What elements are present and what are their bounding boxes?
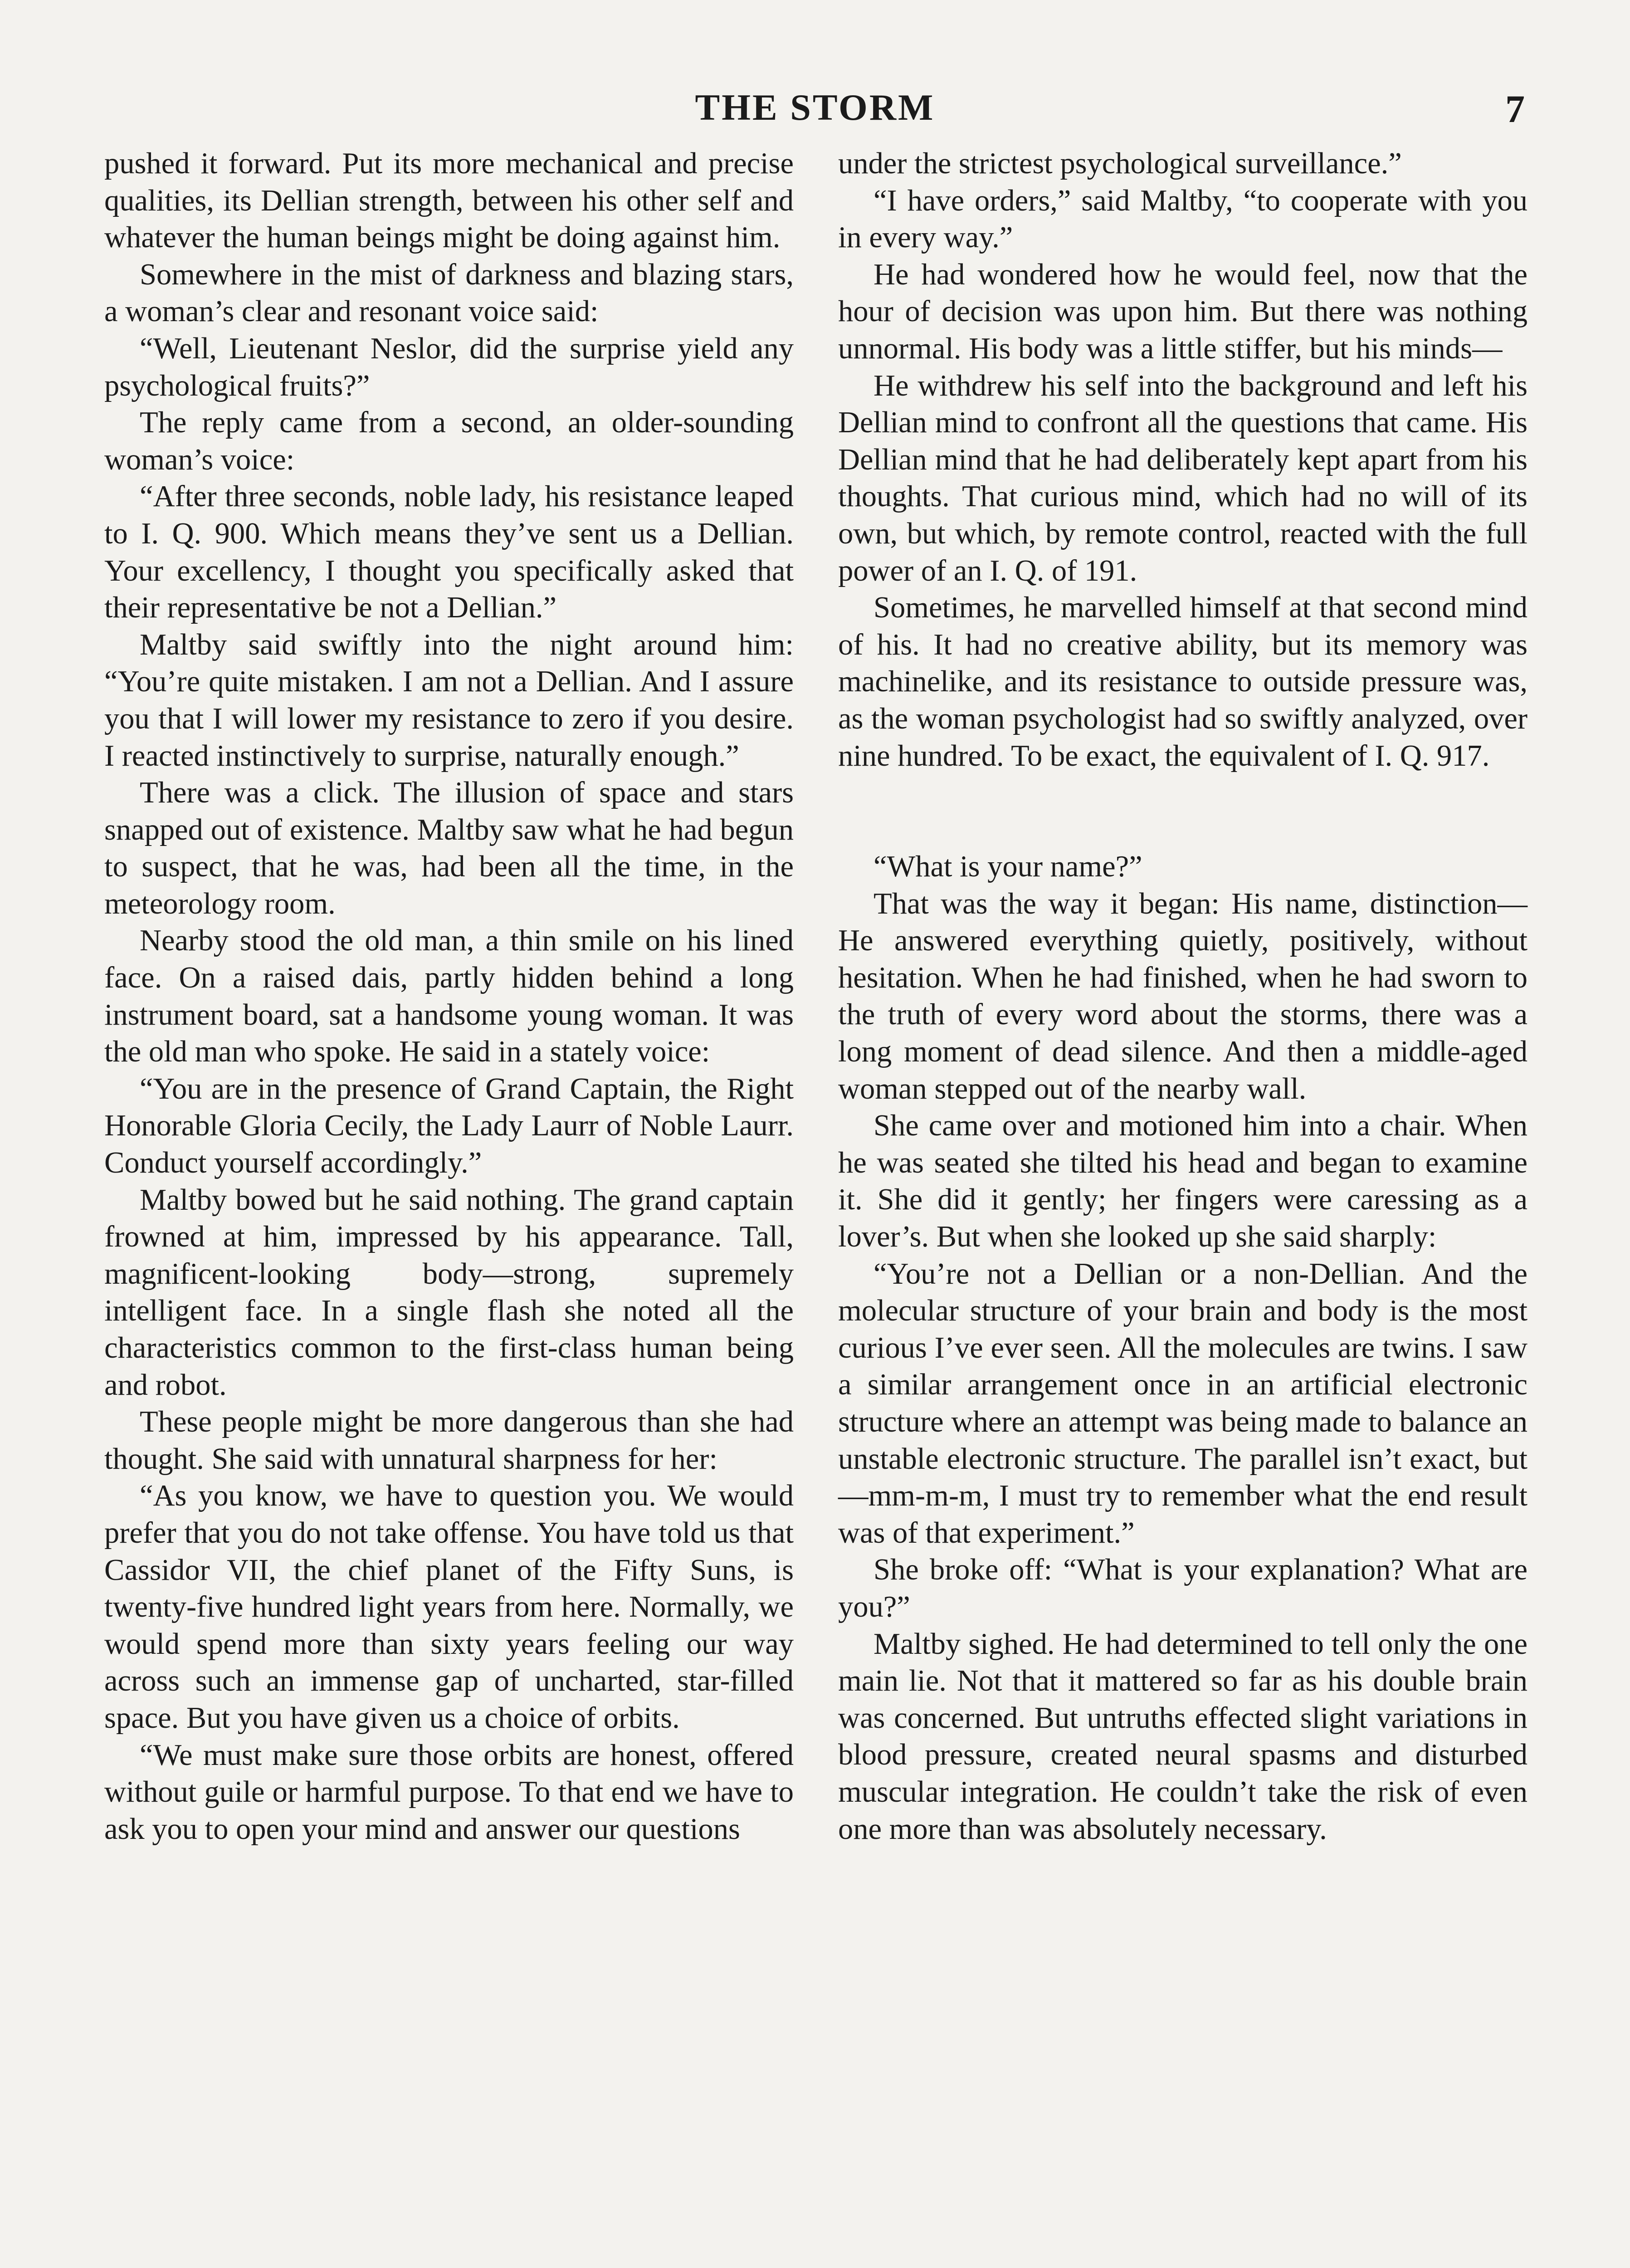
paragraph: under the strictest psychological surveillance.” [838,147,1402,180]
paragraph: Maltby said swiftly into the night around him: “You’re quite mistaken. I am not a Dellian. And I assure you that I will lower my resistance to zero if you desire. I reacted instinctively to surprise, naturally enough.” [104,628,794,772]
paragraph: “After three seconds, noble lady, his resistance leaped to I. Q. 900. Which means they’ve sent us a Dellian. Your excellency, I thought you specifically asked that their representative be not a Dellian.” [104,480,794,625]
paragraph: Maltby sighed. He had determined to tell only the one main lie. Not that it mattered so far as his double brain was concerned. But untruths effected slight variations in blood pressure, created neural spasms and disturbed muscular integration. He couldn’t take the risk of even one more than was absolutely necessary. [838,1627,1528,1846]
paragraph: pushed it forward. Put its more mechanical and precise qualities, its Dellian strength, between his other self and whatever the human beings might be doing against him. [104,147,794,254]
paragraph: “We must make sure those orbits are honest, offered without guile or harmful purpose. To that end we have to ask you to open your mind and answer our questions [104,1738,794,1846]
paragraph: She came over and motioned him into a chair. When he was seated she tilted his head and began to examine it. She did it gently; her fingers were caressing as a lover’s. But when she looked up she said sharply: [838,1109,1528,1254]
paragraph: Somewhere in the mist of darkness and blazing stars, a woman’s clear and resonant voice said: [104,258,794,328]
paragraph: She broke off: “What is your explanation? What are you?” [838,1553,1528,1623]
left-column [104,145,794,1848]
paragraph: “I have orders,” said Maltby, “to cooperate with you in every way.” [838,184,1528,254]
paragraph: He withdrew his self into the background and left his Dellian mind to confront all the questions that came. His Dellian mind that he had deliberately kept apart from his thoughts. That curious mind, which had no will of its own, but which, by remote control, reacted with the full power of an I. Q. of 191. [838,369,1528,587]
paragraph: Nearby stood the old man, a thin smile on his lined face. On a raised dais, partly hidden behind a long instrument board, sat a handsome young woman. It was the old man who spoke. He said in a stately voice: [104,924,794,1069]
running-title: THE STORM [695,87,935,128]
paragraph: These people might be more dangerous than she had thought. She said with unnatural sharpness for her: [104,1405,794,1476]
paragraph: There was a click. The illusion of space and stars snapped out of existence. Maltby saw what he had begun to suspect, that he was, had been all the time, in the meteorology room. [104,776,794,920]
paragraph: “You’re not a Dellian or a non-Dellian. And the molecular structure of your brain and body is the most curious I’ve ever seen. All the molecules are twins. I saw a similar arrangement once in an artificial electronic structure where an attempt was being made to balance an unstable electronic structure. The parallel isn’t exact, but—mm-m-m, I must try to remember what the end result was of that experiment.” [838,1257,1528,1549]
paragraph: That was the way it began: His name, distinction— He answered everything quietly, positively, without hesitation. When he had finished, when he had sworn to the truth of every word about the storms, there was a long moment of dead silence. And then a middle-aged woman stepped out of the nearby wall. [838,887,1528,1105]
paragraph: Maltby bowed but he said nothing. The grand captain frowned at him, impressed by his appearance. Tall, magnificent-looking body—strong, supremely intelligent face. In a single flash she noted all the characteristics common to the first-class human being and robot. [104,1183,794,1402]
paragraph: Sometimes, he marvelled himself at that second mind of his. It had no creative ability, but its memory was machinelike, and its resistance to outside pressure was, as the woman psychologist had so swiftly analyzed, over nine hundred. To be exact, the equivalent of I. Q. 917. [838,591,1528,772]
paragraph: “As you know, we have to question you. We would prefer that you do not take offense. You have told us that Cassidor VII, the chief planet of the Fifty Suns, is twenty-five hundred light years from here. Normally, we would spend more than sixty years feeling our way across such an immense gap of uncharted, star-filled space. But you have given us a choice of orbits. [104,1479,794,1735]
right-column [838,145,1528,1848]
page-number: 7 [1505,87,1525,131]
paragraph: “What is your name?” [874,850,1142,884]
page-header [105,86,1525,141]
paragraph: The reply came from a second, an older-sounding woman’s voice: [104,406,794,476]
paragraph: “You are in the presence of Grand Captain, the Right Honorable Gloria Cecily, the Lady Laurr of Noble Laurr. Conduct yourself accordingly.” [104,1072,794,1180]
paragraph: He had wondered how he would feel, now that the hour of decision was upon him. But there was nothing unnormal. His body was a little stiffer, but his minds— [838,258,1528,365]
paragraph: “Well, Lieutenant Neslor, did the surprise yield any psychological fruits?” [104,332,794,402]
